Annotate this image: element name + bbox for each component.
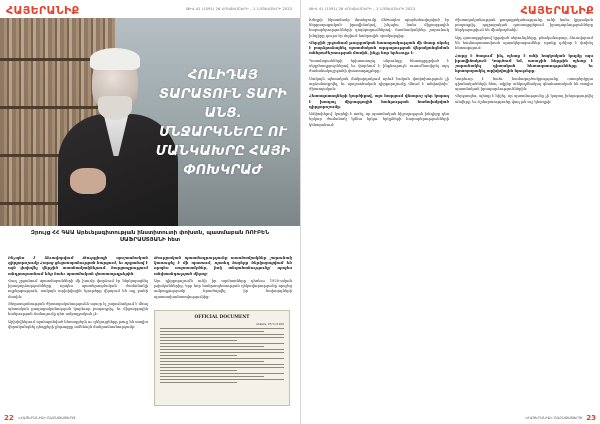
document-text-line xyxy=(160,370,237,371)
page-footer: «ՀԱՅԵՐԱՆԻՔ» ՇԱԲԱԹԱԹԵՐԹ xyxy=(524,416,582,420)
paragraph: Ինչպես է ձեւավորվում Թուրքիայի պաշտոնական դիրքորոշումը Հայոց ցեղասպանության հարցում, եւ որքանով է այն փոխվել վերջին տասնամյակներում. հարցազրույցում անդրադառնում ենք նաեւ պատմական փաստաթղթերին։ xyxy=(8,256,148,276)
paragraph: Արխիվներում պահպանված հեռագրերն ու զեկույցները թույլ են տալիս վերականգնել դեպքերի ընթացքը ամենայն մանրամասնությամբ։ xyxy=(8,319,148,329)
article-column-4 xyxy=(455,18,593,414)
document-text-line xyxy=(160,379,284,380)
document-text-line xyxy=(160,331,264,332)
page-number: 22 xyxy=(4,414,14,422)
document-text-line xyxy=(160,373,284,374)
hero-title: ՀՈԼԻԴԱՅ ՏԱՐԱՏՈՒՆ ՏԱՐԻ ԱՆՑ. ՄՆՋԱՐԿՆԵՐԸ ՈՒ ՄԱՆԿԱԽՐԸ ՀԱՅԻ ՓՈԽԿՐԱԺ xyxy=(155,68,291,178)
document-text-line xyxy=(160,340,237,341)
portrait-hand xyxy=(70,168,106,194)
portrait-hair xyxy=(90,48,140,70)
paragraph: Հետազոտողների կարծիքով, այս հարցում վճռորոշ դեր կարող է խաղալ միջազգային հանրության համախմբված դիրքորոշումը։ xyxy=(309,94,449,109)
right-page xyxy=(300,0,600,424)
article-column-3 xyxy=(309,18,449,414)
hero-photo xyxy=(0,18,300,226)
document-text-line xyxy=(160,346,264,347)
document-text-line xyxy=(160,337,284,338)
document-text-line xyxy=(160,334,284,335)
paragraph: Վերջին շրջանում թուրքական հասարակության մի մասը սկսել է բարձրաձայնել պատմական արդարության վերականգնման անհրաժեշտության մասին, ինչը նոր երեւույթ է։ xyxy=(309,41,449,56)
paragraph: Հարց է ծագում՝ ինչ պետք է անի հայկական կողմը այս իրավիճակում։ Կարծում եմ, առաջին հերթին պետք է շարունակել գիտական հետազոտությունները եւ հրապարակել արխիվային նյութերը։ xyxy=(455,53,593,74)
document-text-line xyxy=(160,367,284,368)
magazine-logo: ՀԱՅԵՐԱՆԻՔ xyxy=(520,4,594,17)
document-text-line xyxy=(160,328,284,329)
issue-line: ԹԻՎ 41 (1591) 26 ՀՈԿՏԵՄԲԵՐԻ – 1 ՆՈՅԵՄԲԵՐԻ 2023 xyxy=(186,7,292,11)
paragraph: Այդ դասագրքերով կրթված սերունդները, բնականաբար, ձեւավորում են համապատասխան պատկերացումներ, որոնք դժվար է փոխել հետագայում։ xyxy=(455,35,593,51)
document-heading: OFFICIAL DOCUMENT xyxy=(194,315,250,320)
page-number: 23 xyxy=(586,414,596,422)
paragraph: Պատմաբանների երիտասարդ սերունդը հետաքրքրված է սկզբնաղբյուրներով եւ փորձում է ինքնուրույն ուսումնասիրել այդ ժամանակաշրջանի փաստաթղթերը։ xyxy=(309,58,449,74)
paragraph: Խնդրի նկատմամբ մոտեցումը մեծապես պայմանավորված էր ներքաղաքական իրավիճակով, ինչպես նաեւ միջազգային հարաբերությունների զարգացումներով։ Տասնամյակներ շարունակ խնդիրը դուրս էր մղվում հանրային օրակարգից։ xyxy=(309,18,449,38)
document-text-line xyxy=(160,358,284,359)
portrait-beard xyxy=(98,96,132,120)
paragraph: Վերջապես, պետք է հիշել, որ պատմությունը չի կարող խեղաթյուրվել անվերջ, եւ ճշմարտությունը վաղ թե ուշ կհաղթի։ xyxy=(455,94,593,104)
document-text-line xyxy=(160,343,284,344)
paragraph: Ամփոփելով՝ կարելի է ասել, որ պատմական հիշողության խնդիրը դեռ երկար ժամանակ կմնա երկու երկրների հարաբերությունների կենտրոնում։ xyxy=(309,112,449,127)
paragraph: Կարեւոր է նաեւ համագործակցությունը օտարերկրյա գիտնականների հետ, ովքեր անկողմնակալ գնահատական են տալիս պատմական իրադարձություններին։ xyxy=(455,76,593,91)
magazine-logo: ՀԱՅԵՐԱՆԻՔ xyxy=(6,4,80,17)
document-text-line xyxy=(160,352,284,353)
document-text-line xyxy=(160,364,284,365)
document-text-line xyxy=(160,361,264,362)
document-text-line xyxy=(160,376,264,377)
document-text-line xyxy=(160,349,284,350)
article-column-1 xyxy=(8,256,148,414)
page-footer: «ՀԱՅԵՐԱՆԻՔ» ՇԱԲԱԹԱԹԵՐԹ xyxy=(18,416,76,420)
paragraph: Այս դիրքորոշումն ունի իր արմատները դեռեւս 1920-ական թվականներից, երբ նոր հանրապետության ղեկավարությունը որոշեց ամբողջությամբ հրաժարվել իր նախորդների պատասխանատվությունից։ xyxy=(154,279,292,299)
issue-line: ԹԻՎ 41 (1591) 26 ՀՈԿՏԵՄԲԵՐԻ – 1 ՆՈՅԵՄԲԵՐԻ 2023 xyxy=(309,7,415,11)
document-meta: Ankara, 07/11/1926 xyxy=(255,322,284,326)
paragraph: Վաղ շրջանում պատմաբանների մի խումբ փորձում էր ներկայացնել իրադարձությունները որպես պատերազմական ժամանակի ողբերգություն, սակայն արխիվային նյութերը վկայում են այլ բանի մասին։ xyxy=(8,279,148,299)
article-column-2 xyxy=(154,256,292,308)
document-text-line xyxy=(160,355,237,356)
article-subtitle: Զրույց ՀՀ ԳԱԱ Արեւելագիտության ինստիտուտի փոխտն, պատմաբան ՌՈՒԲԵՆ ՍԱՖՐԱՍՏՅԱՆԻ հետ xyxy=(30,230,270,244)
document-image xyxy=(154,310,290,406)
document-text-line xyxy=(160,382,237,383)
paragraph: Ժխտողականության քաղաքականությունը ունի նաեւ կրթական բաղադրիչ. դպրոցական դասագրքերում իրադարձությունները ներկայացվում են միակողմանի։ xyxy=(455,18,593,33)
paragraph: Սակայն պետական մակարդակում որեւէ էական փոփոխություն չի արձանագրվել, եւ պաշտոնական դիրքորոշումը մնում է անփոփոխ՝ ժխտողական։ xyxy=(309,76,449,91)
paragraph: Ցեղասպանության ժխտողականությունն այսօր էլ շարունակում է մնալ պետական քաղաքականության կարեւոր բաղադրիչ, եւ միջազգային հանրության ճանաչումը դեռ ամբողջական չէ։ xyxy=(8,302,148,317)
paragraph: Թուրքական պատմագրությունը տասնամյակներ շարունակ կառուցել է մի պատում, որտեղ հայերը ներկայացվում են որպես ապստամբներ, իսկ տեղահանությունը՝ որպես անվտանգության միջոց։ xyxy=(154,256,292,276)
